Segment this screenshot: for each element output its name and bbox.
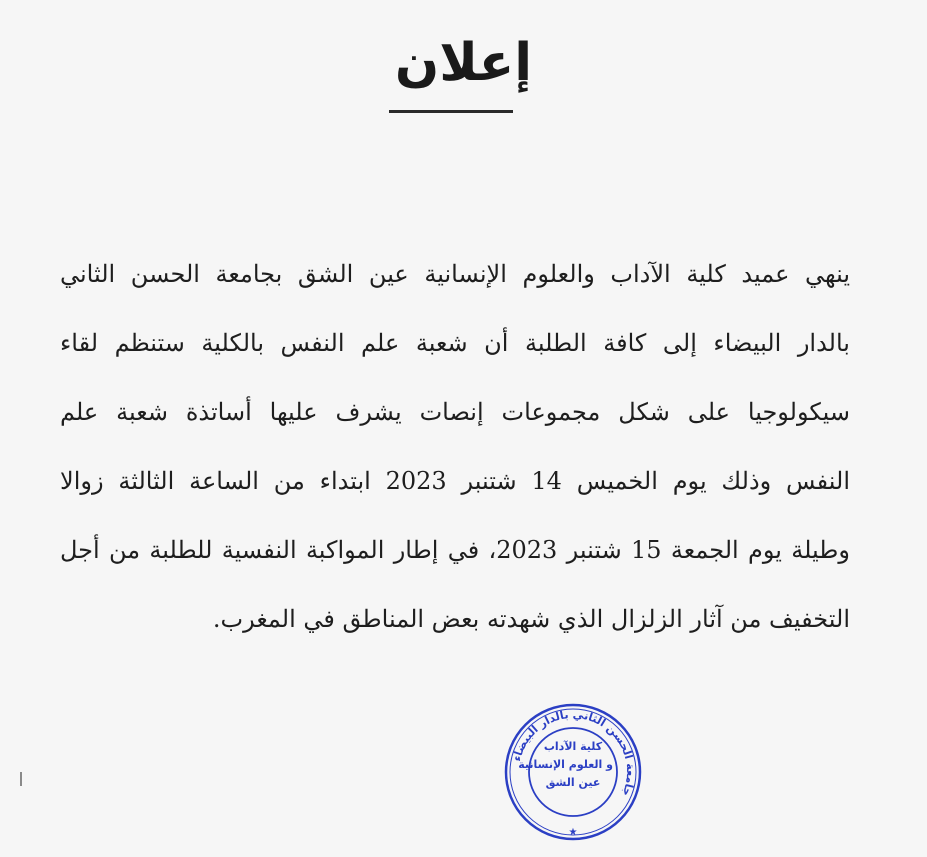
page-title: إعلان [394, 33, 533, 93]
margin-mark [20, 772, 22, 786]
body-line-3: سيكولوجيا على شكل مجموعات إنصات يشرف عليها أساتذة شعبة علم [60, 398, 850, 426]
body-line-6: التخفيف من آثار الزلزال الذي شهدته بعض المناطق في المغرب. [212, 605, 850, 633]
stamp-center-text [518, 738, 613, 792]
body-line-1: ينهي عميد كلية الآداب والعلوم الإنسانية عين الشق بجامعة الحسن الثاني [60, 260, 850, 288]
body-line-5: وطيلة يوم الجمعة 15 شتنبر 2023، في إطار المواكبة النفسية للطلبة من أجل [60, 536, 850, 564]
body-line-2: بالدار البيضاء إلى كافة الطلبة أن شعبة علم النفس بالكلية ستنظم لقاء [60, 329, 850, 357]
official-stamp [503, 702, 643, 842]
stamp-ring-text: جامعة الحسن الثاني بالدار البيضاء [510, 707, 638, 799]
svg-text:★: ★ [568, 827, 578, 838]
stamp-line-3: عين الشق [545, 776, 601, 789]
announcement-body [60, 240, 850, 654]
stamp-line-1: كلية الآداب [543, 740, 603, 753]
body-line-4: النفس وذلك يوم الخميس 14 شتنبر 2023 ابتداء من الساعة الثالثة زوالا [60, 467, 850, 495]
stamp-line-2: و العلوم الإنسانية [518, 758, 613, 771]
title-underline [389, 110, 513, 113]
